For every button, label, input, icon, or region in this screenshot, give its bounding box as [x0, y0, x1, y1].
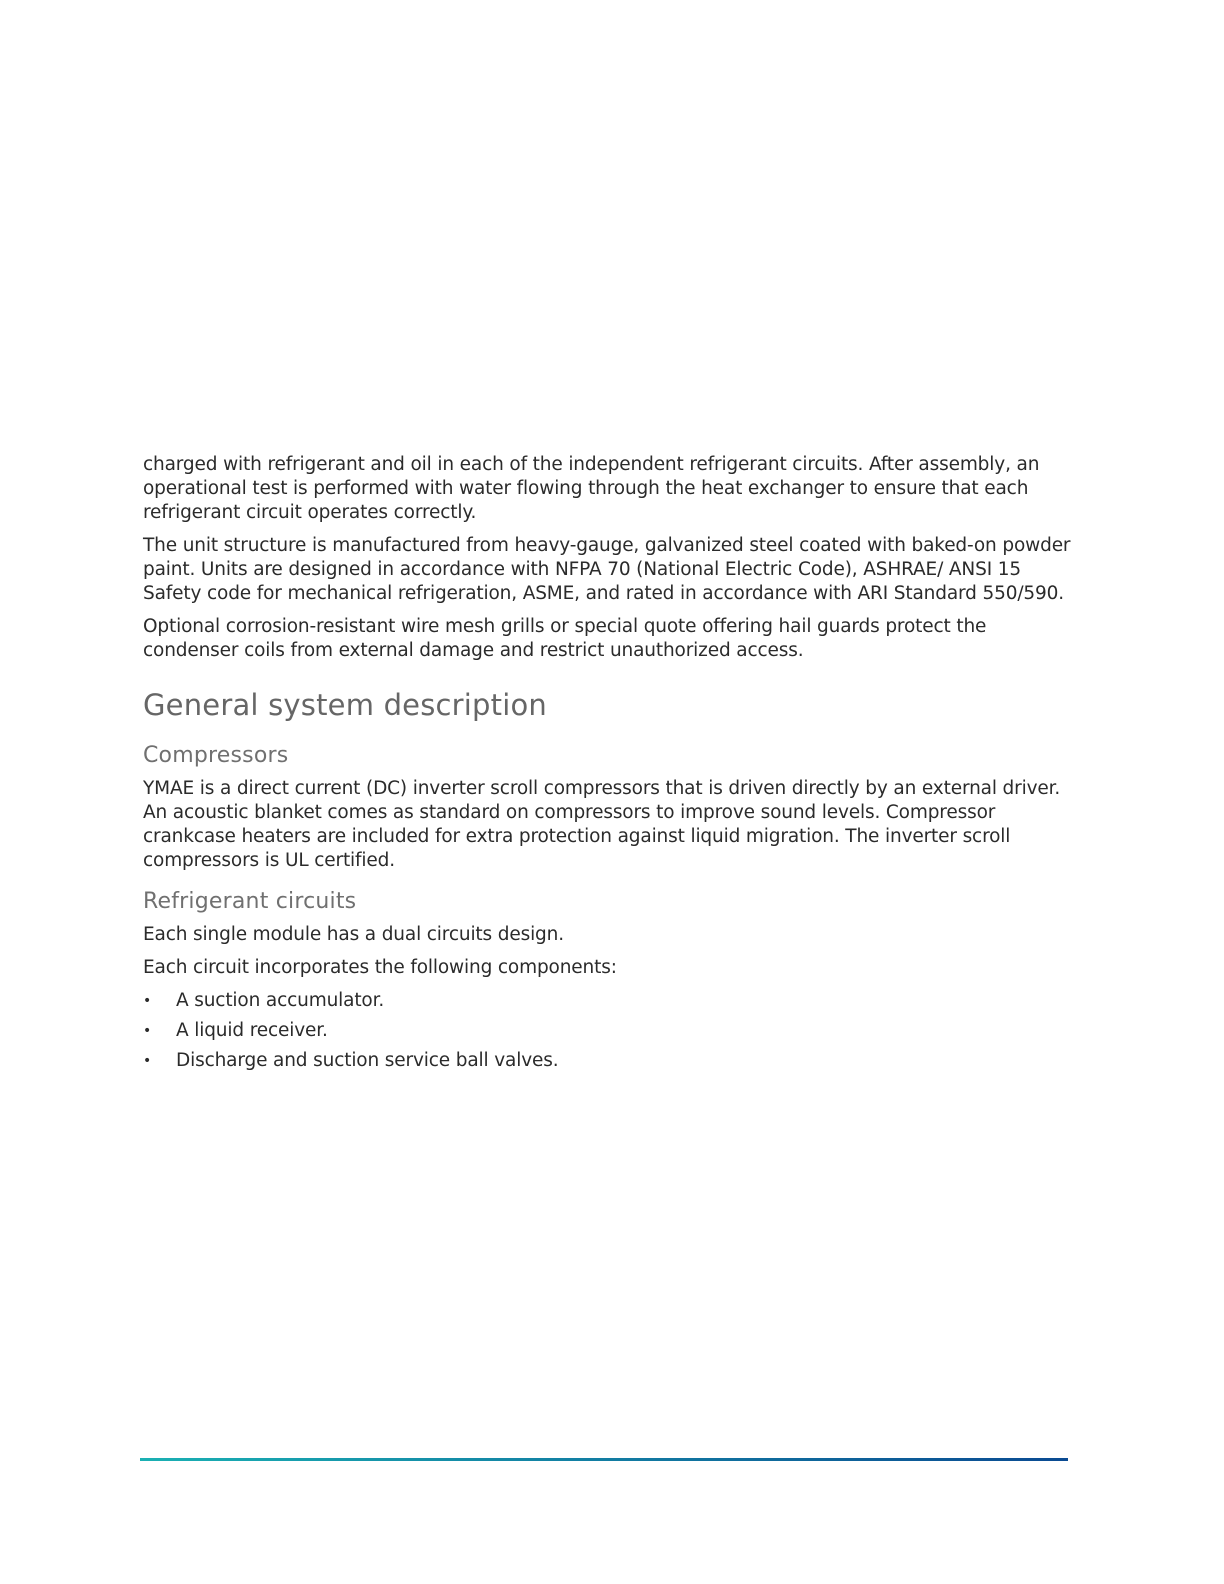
paragraph-optional-grills: Optional corrosion-resistant wire mesh grills or special quote offering hail guards protect the condenser coils from external damage and restrict unauthorized access.	[143, 616, 987, 661]
section-title: General system description	[143, 688, 548, 722]
list-item	[143, 1049, 1078, 1073]
paragraph-refrigerant-charge: charged with refrigerant and oil in each of the independent refrigerant circuits. After assembly, an operational test is performed with water flowing through the heat exchanger to ensure that each refrigerant circuit operates correctly.	[143, 454, 1040, 523]
compressors-heading: Compressors	[143, 743, 289, 768]
list-item-text: Discharge and suction service ball valves.	[176, 1050, 559, 1071]
document-body	[143, 453, 1078, 1079]
compressors-paragraph: YMAE is a direct current (DC) inverter scroll compressors that is driven directly by an external driver. An acoustic blanket comes as standard on compressors to improve sound levels. Compressor crankcase heaters are included for extra protection against liquid migration. The inverter scroll compressors is UL certified.	[143, 778, 1061, 871]
list-item-text: A liquid receiver.	[176, 1020, 328, 1041]
refrigerant-circuits-paragraph-2: Each circuit incorporates the following components:	[143, 957, 617, 978]
list-item-text: A suction accumulator.	[176, 990, 385, 1011]
components-list	[143, 989, 1078, 1073]
paragraph-unit-structure: The unit structure is manufactured from heavy-gauge, galvanized steel coated with baked-on powder paint. Units are designed in accordance with NFPA 70 (National Electric Code), ASHRAE/ ANSI 15 Safety code for mechanical refrigeration, ASME, and rated in accordance with ARI Standard 550/590.	[143, 535, 1071, 604]
list-item	[143, 1019, 1078, 1043]
refrigerant-circuits-heading: Refrigerant circuits	[143, 889, 357, 914]
bullet-icon: •	[143, 1053, 152, 1069]
list-item	[143, 989, 1078, 1013]
bullet-icon: •	[143, 993, 152, 1009]
refrigerant-circuits-paragraph-1: Each single module has a dual circuits design.	[143, 924, 564, 945]
bullet-icon: •	[143, 1023, 152, 1039]
footer-divider	[140, 1458, 1068, 1461]
